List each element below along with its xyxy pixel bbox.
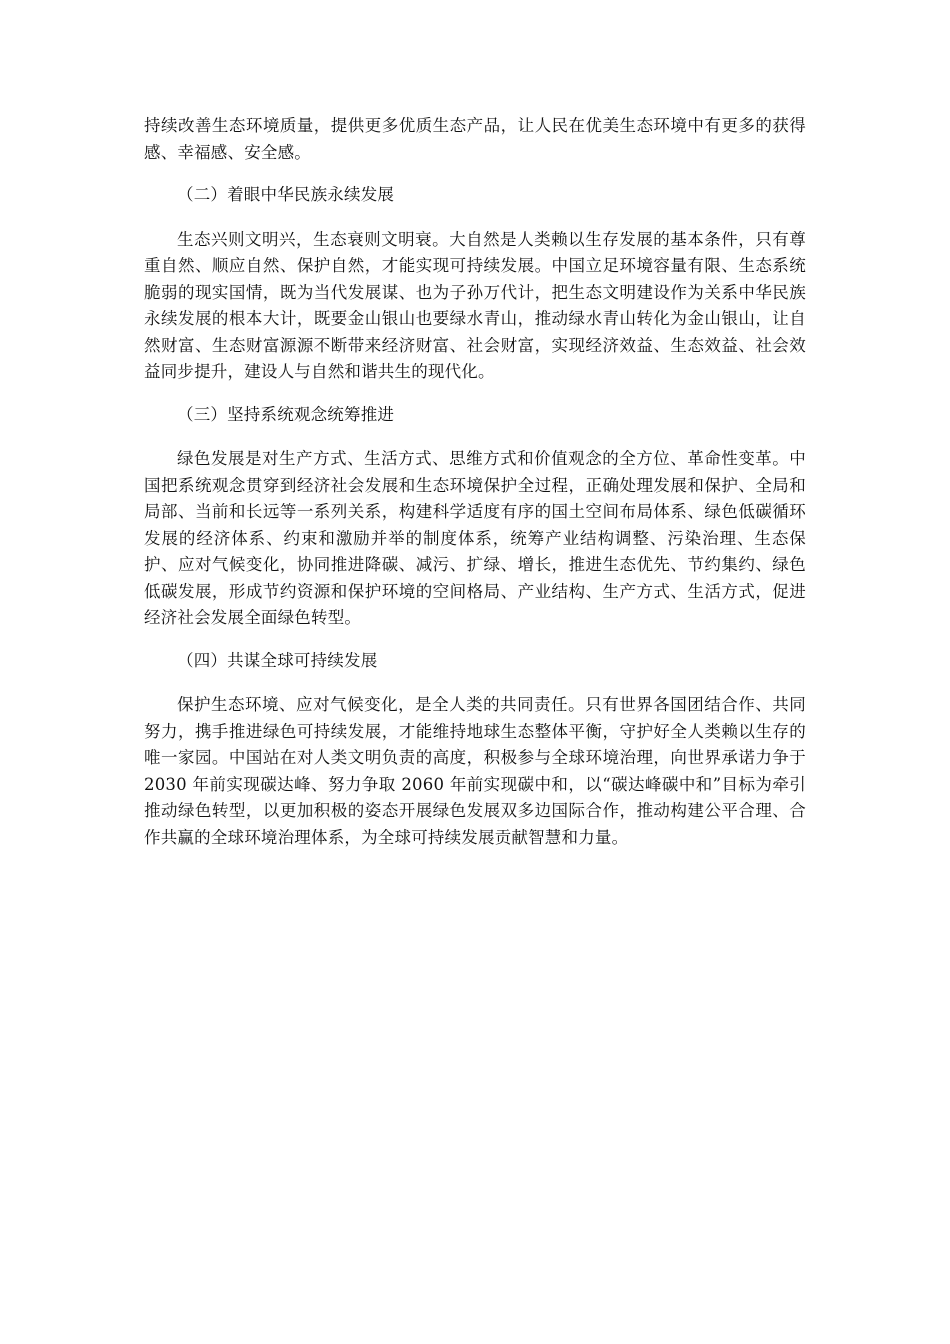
document-page <box>144 113 806 851</box>
section-body-2: 生态兴则文明兴，生态衰则文明衰。大自然是人类赖以生存发展的基本条件，只有尊重自然、顺应自然、保护自然，才能实现可持续发展。中国立足环境容量有限、生态系统脆弱的现实国情，既为当代发展谋、也为子孙万代计，把生态文明建设作为关系中华民族永续发展的根本大计，既要金山银山也要绿水青山，推动绿水青山转化为金山银山，让自然财富、生态财富源源不断带来经济财富、社会财富，实现经济效益、生态效益、社会效益同步提升，建设人与自然和谐共生的现代化。 <box>144 229 806 381</box>
intro-paragraph: 持续改善生态环境质量，提供更多优质生态产品，让人民在优美生态环境中有更多的获得感、幸福感、安全感。 <box>144 116 806 162</box>
section-body-4: 保护生态环境、应对气候变化，是全人类的共同责任。只有世界各国团结合作、共同努力，携手推进绿色可持续发展，才能维持地球生态整体平衡，守护好全人类赖以生存的唯一家园。中国站在对人类文明负责的高度，积极参与全球环境治理，向世界承诺力争于 2030 年前实现碳达峰、努力争取 2060 年前实现碳中和，以“碳达峰碳中和”目标为牵引推动绿色转型，以更加积极的姿态开展绿色发展双多边国际合作，推动构建公平合理、合作共赢的全球环境治理体系，为全球可持续发展贡献智慧和力量。 <box>144 695 806 847</box>
section-heading-3: （三）坚持系统观念统筹推进 <box>177 404 395 424</box>
section-heading-4: （四）共谋全球可持续发展 <box>177 650 378 670</box>
section-heading-2: （二）着眼中华民族永续发展 <box>177 185 395 204</box>
section-body-3: 绿色发展是对生产方式、生活方式、思维方式和价值观念的全方位、革命性变革。中国把系统观念贯穿到经济社会发展和生态环境保护全过程，正确处理发展和保护、全局和局部、当前和长远等一系列关系，构建科学适度有序的国土空间布局体系、绿色低碳循环发展的经济体系、约束和激励并举的制度体系，统筹产业结构调整、污染治理、生态保护、应对气候变化，协同推进降碳、减污、扩绿、增长，推进生态优先、节约集约、绿色低碳发展，形成节约资源和保护环境的空间格局、产业结构、生产方式、生活方式，促进经济社会发展全面绿色转型。 <box>144 449 806 627</box>
